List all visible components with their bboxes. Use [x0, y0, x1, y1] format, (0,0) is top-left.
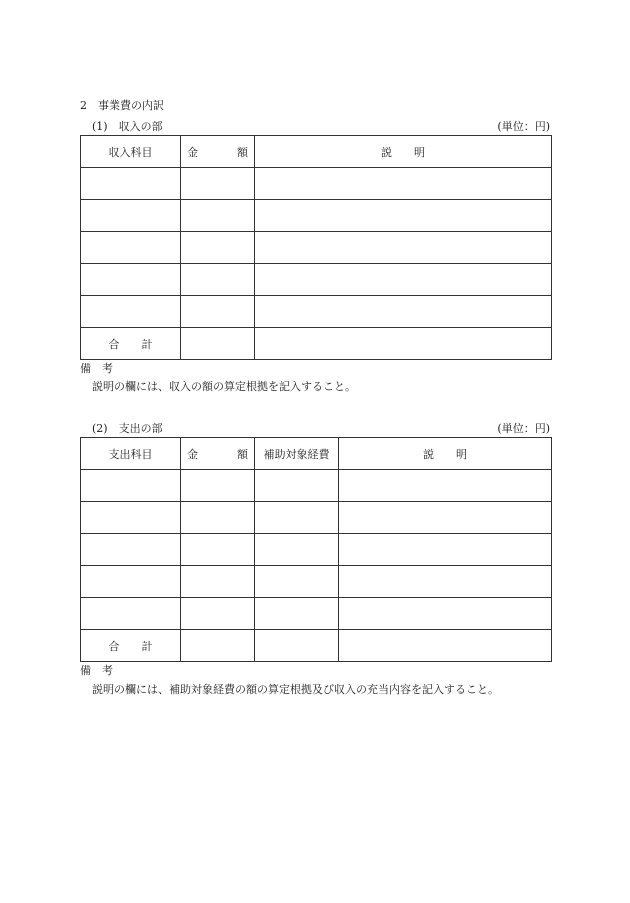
- income-unit: (単位：円): [497, 120, 550, 133]
- expense-desc-cell[interactable]: [339, 502, 552, 534]
- income-heading: (1) 収入の部: [92, 120, 163, 133]
- table-row: [81, 502, 552, 534]
- expense-table: [80, 437, 552, 662]
- table-header-row: [81, 136, 552, 168]
- table-header-row: [81, 438, 552, 470]
- expense-subsidy-cell[interactable]: [255, 566, 339, 598]
- header-description: 説 明: [255, 136, 552, 168]
- income-amount-cell[interactable]: [181, 168, 255, 200]
- expense-item-cell[interactable]: [81, 566, 181, 598]
- expense-desc-cell[interactable]: [339, 598, 552, 630]
- expense-subsidy-cell[interactable]: [255, 598, 339, 630]
- expense-desc-cell[interactable]: [339, 566, 552, 598]
- expense-item-cell[interactable]: [81, 598, 181, 630]
- expense-item-cell[interactable]: [81, 502, 181, 534]
- expense-total-label: 合 計: [81, 630, 181, 662]
- table-row: [81, 296, 552, 328]
- income-item-cell[interactable]: [81, 168, 181, 200]
- header-income-item: 収入科目: [81, 136, 181, 168]
- expense-total-subsidy-cell[interactable]: [255, 630, 339, 662]
- income-desc-cell[interactable]: [255, 232, 552, 264]
- income-desc-cell[interactable]: [255, 168, 552, 200]
- income-total-desc-cell[interactable]: [255, 328, 552, 360]
- expense-subsidy-cell[interactable]: [255, 470, 339, 502]
- income-amount-cell[interactable]: [181, 200, 255, 232]
- income-desc-cell[interactable]: [255, 200, 552, 232]
- table-row: [81, 264, 552, 296]
- expense-subsidy-cell[interactable]: [255, 534, 339, 566]
- expense-heading: (2) 支出の部: [92, 422, 163, 435]
- expense-amount-cell[interactable]: [181, 470, 255, 502]
- header-expense-item: 支出科目: [81, 438, 181, 470]
- table-row: [81, 566, 552, 598]
- expense-unit: (単位：円): [497, 422, 550, 435]
- income-amount-cell[interactable]: [181, 296, 255, 328]
- total-row: [81, 328, 552, 360]
- header-description: 説 明: [339, 438, 552, 470]
- expense-desc-cell[interactable]: [339, 470, 552, 502]
- expense-amount-cell[interactable]: [181, 566, 255, 598]
- section-title: 2 事業費の内訳: [80, 99, 164, 112]
- income-remarks-text: 説明の欄には、収入の額の算定根拠を記入すること。: [92, 380, 356, 393]
- header-amount: [181, 136, 255, 168]
- expense-remarks-title: 備 考: [80, 664, 113, 677]
- expense-amount-cell[interactable]: [181, 598, 255, 630]
- expense-item-cell[interactable]: [81, 470, 181, 502]
- income-desc-cell[interactable]: [255, 264, 552, 296]
- income-desc-cell[interactable]: [255, 296, 552, 328]
- income-item-cell[interactable]: [81, 232, 181, 264]
- expense-desc-cell[interactable]: [339, 534, 552, 566]
- income-item-cell[interactable]: [81, 200, 181, 232]
- income-item-cell[interactable]: [81, 296, 181, 328]
- income-remarks-title: 備 考: [80, 362, 113, 375]
- header-amount: [181, 438, 255, 470]
- total-row: [81, 630, 552, 662]
- income-item-cell[interactable]: [81, 264, 181, 296]
- expense-remarks-text: 説明の欄には、補助対象経費の額の算定根拠及び収入の充当内容を記入すること。: [92, 683, 499, 696]
- expense-amount-cell[interactable]: [181, 502, 255, 534]
- income-amount-cell[interactable]: [181, 232, 255, 264]
- expense-total-amount-cell[interactable]: [181, 630, 255, 662]
- table-row: [81, 598, 552, 630]
- header-subsidy: 補助対象経費: [255, 438, 339, 470]
- expense-total-desc-cell[interactable]: [339, 630, 552, 662]
- header-amount-left: 金: [187, 447, 198, 461]
- header-amount-left: 金: [187, 145, 198, 159]
- header-amount-right: 額: [237, 447, 248, 461]
- table-row: [81, 534, 552, 566]
- header-amount-right: 額: [237, 145, 248, 159]
- income-total-label: 合 計: [81, 328, 181, 360]
- expense-amount-cell[interactable]: [181, 534, 255, 566]
- income-table: [80, 135, 552, 360]
- table-row: [81, 200, 552, 232]
- income-total-amount-cell[interactable]: [181, 328, 255, 360]
- table-row: [81, 232, 552, 264]
- table-row: [81, 470, 552, 502]
- table-row: [81, 168, 552, 200]
- expense-subsidy-cell[interactable]: [255, 502, 339, 534]
- expense-item-cell[interactable]: [81, 534, 181, 566]
- income-amount-cell[interactable]: [181, 264, 255, 296]
